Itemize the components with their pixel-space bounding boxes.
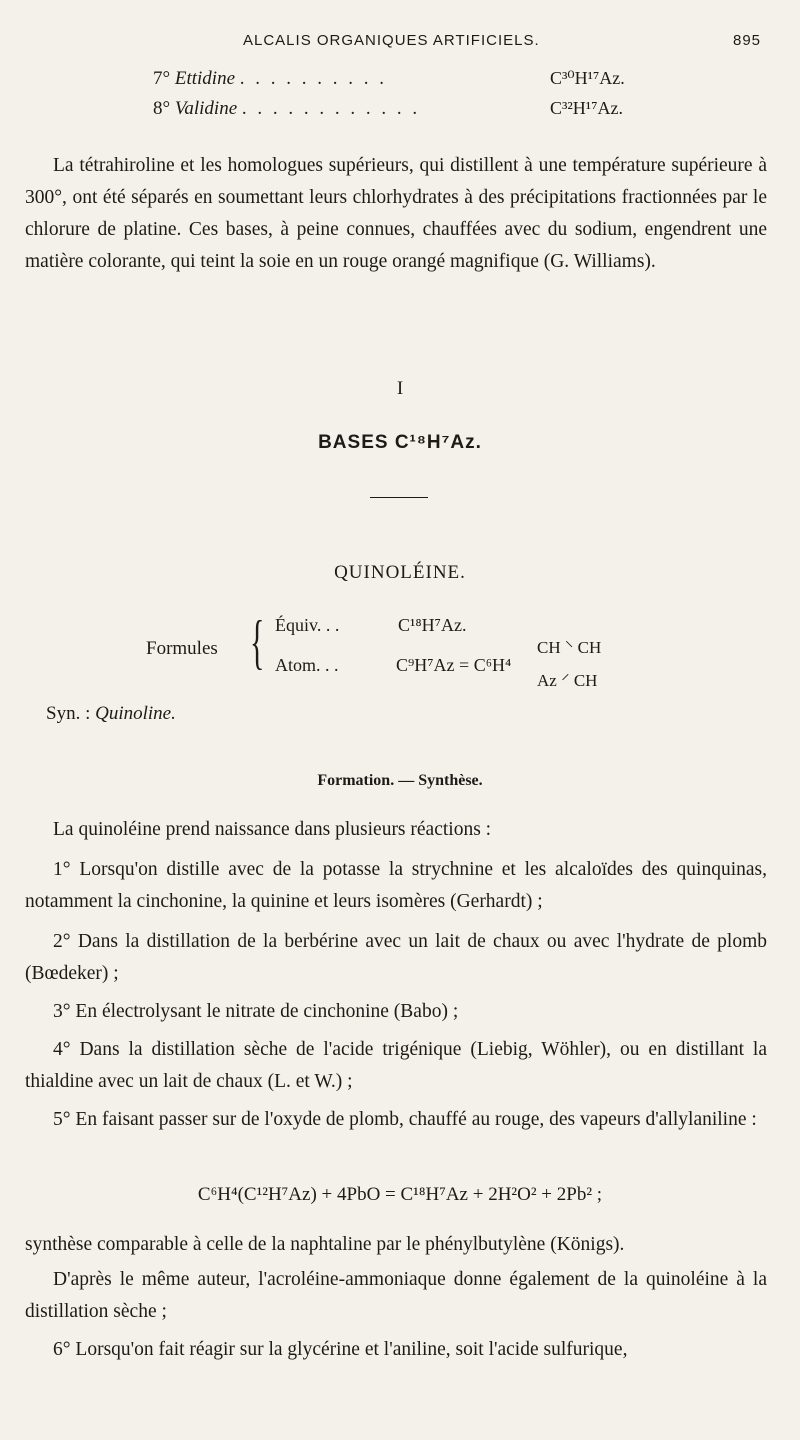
list-item-formula: C³⁰H¹⁷Az. <box>550 68 625 88</box>
equation: C⁶H⁴(C¹²H⁷Az) + 4PbO = C¹⁸H⁷Az + 2H²O² + 2Pb² ; <box>197 1184 603 1205</box>
paragraph: 2° Dans la distillation de la berbérine avec un lait de chaux ou avec l'hydrate de plomb (Bœdeker) ; <box>25 931 767 984</box>
paragraph: 5° En faisant passer sur de l'oxyde de plomb, chauffé au rouge, des vapeurs d'allylaniline : <box>53 1109 757 1130</box>
list-item-number: 8° <box>153 98 171 119</box>
formulas-label: Formules <box>146 638 218 659</box>
equiv-formula: C¹⁸H⁷Az. <box>398 615 467 635</box>
paragraph: 4° Dans la distillation sèche de l'acide trigénique (Liebig, Wöhler), ou en distillant la thialdine avec un lait de chaux (L. et W.) ; <box>25 1039 767 1092</box>
structure-top: CH ⸌ CH <box>537 638 602 657</box>
synonym-label: Syn. : <box>46 703 91 724</box>
list-item <box>153 68 387 90</box>
running-head: ALCALIS ORGANIQUES ARTIFICIELS. <box>243 32 540 49</box>
equiv-label: Équiv. . . <box>275 615 340 635</box>
paragraph: D'après le même auteur, l'acroléine-ammoniaque donne également de la quinoléine à la distillation sèche ; <box>25 1269 767 1322</box>
list-item-name: Validine <box>174 98 238 119</box>
subheading: Formation. — Synthèse. <box>317 772 483 789</box>
list-item <box>153 98 420 120</box>
synonym-value: Quinoline. <box>95 703 176 724</box>
list-item-name: Ettidine <box>174 68 236 89</box>
page-number: 895 <box>733 32 762 49</box>
paragraph: 6° Lorsqu'on fait réagir sur la glycérine et l'aniline, soit l'acide sulfurique, <box>53 1339 628 1360</box>
list-item-dots: . . . . . . . . . . . . <box>241 98 421 119</box>
list-item-formula: C³²H¹⁷Az. <box>550 98 623 118</box>
list-item-dots: . . . . . . . . . . <box>239 68 388 89</box>
structure-bottom: Az ⸍ CH <box>537 671 598 690</box>
paragraph: 1° Lorsqu'on distille avec de la potasse la strychnine et les alcaloïdes des quinquinas, notamment la cinchonine, la quinine et leurs isomères (Gerhardt) ; <box>25 859 767 912</box>
intro-paragraph: La tétrahiroline et les homologues supérieurs, qui distillent à une température supérieure à 300°, ont été séparés en soumettant leurs chlorhydrates à des précipitations fractionnées par le chlorure de platine. Ces bases, à peine connues, chauffées avec du sodium, engendrent une matière colorante, qui teint la soie en un rouge orangé magnifique (G. Williams). <box>25 155 767 272</box>
list-item-number: 7° <box>153 68 171 89</box>
section-number: I <box>396 378 404 399</box>
atom-label: Atom. . . <box>275 655 339 675</box>
synonym-line <box>46 703 176 725</box>
section-title: BASES C¹⁸H⁷Az. <box>318 432 482 453</box>
brace-icon: { <box>250 609 265 675</box>
section-divider <box>370 497 428 498</box>
paragraph: 3° En électrolysant le nitrate de cinchonine (Babo) ; <box>53 1001 459 1022</box>
paragraph: La quinoléine prend naissance dans plusieurs réactions : <box>53 819 492 840</box>
compound-title: QUINOLÉINE. <box>334 562 466 583</box>
atom-formula: C⁹H⁷Az = C⁶H⁴ <box>396 655 512 675</box>
paragraph: synthèse comparable à celle de la naphtaline par le phénylbutylène (Königs). <box>25 1234 625 1255</box>
